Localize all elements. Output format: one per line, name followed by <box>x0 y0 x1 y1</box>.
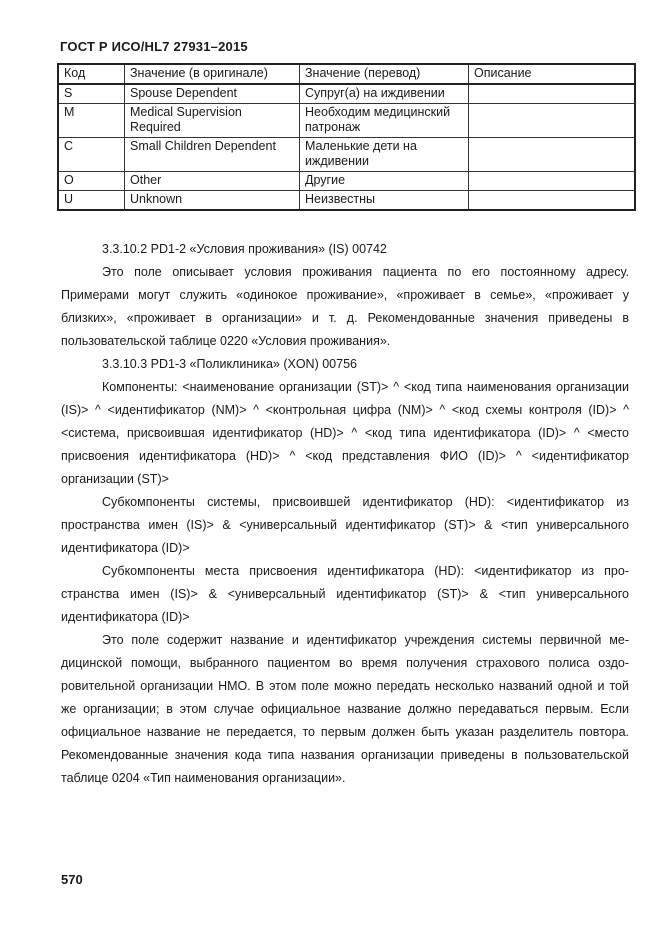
table-row <box>58 84 635 104</box>
table-header-row <box>58 64 635 84</box>
cell-original: Other <box>125 172 300 191</box>
paragraph-living-conditions: Это поле описывает условия проживания пациента по его постоянному адресу. Примерами могут служить «одинокое проживание», «проживает в семье», «проживает у близких», «проживает в организации» и т. д. Рекомендованные значения приведены в пользовательской таблице 0220 «Условия проживания». <box>61 265 629 348</box>
cell-code: O <box>58 172 125 191</box>
cell-translation: Другие <box>300 172 469 191</box>
cell-translation: Маленькие дети на иждивении <box>300 138 469 172</box>
table-row <box>58 172 635 191</box>
section-heading-pd1-2: 3.3.10.2 PD1-2 «Условия проживания» (IS) 00742 <box>102 242 387 256</box>
cell-description <box>469 191 636 211</box>
cell-code: S <box>58 84 125 104</box>
cell-original: Spouse Dependent <box>125 84 300 104</box>
cell-original: Small Children Dependent <box>125 138 300 172</box>
table-row <box>58 104 635 138</box>
cell-translation: Неизвестны <box>300 191 469 211</box>
page-number: 570 <box>61 872 83 887</box>
paragraph-subcomponents-place: Субкомпоненты места присвоения идентификатора (HD): <идентификатор из пространства имен (IS)> & <универсальный идентификатор (ST)> & <тип универсального идентификатора (ID)> <box>61 564 629 624</box>
paragraph-components: Компоненты: <наименование организации (ST)> ^ <код типа наименования организации (IS)> ^ <идентификатор (NM)> ^ <контрольная цифра (NM)> ^ <код схемы контроля (ID)> ^ <система, присвоившая идентификатор (HD)> ^ <код типа идентификатора (ID)> ^ <место присвоения идентификатора (HD)> ^ <код представления ФИО (ID)> ^ <идентификатор организации (ST)> <box>61 380 629 486</box>
cell-description <box>469 138 636 172</box>
section-heading-pd1-3: 3.3.10.3 PD1-3 «Поликлиника» (XON) 00756 <box>102 357 357 371</box>
cell-code: C <box>58 138 125 172</box>
column-header-translation: Значение (перевод) <box>300 64 469 84</box>
paragraph-field-description: Это поле содержит название и идентификатор учреждения системы первичной медицинской помощи, выбранного пациентом во время получения страхового полиса оздоровительной организации HMO. В этом поле можно передать несколько названий одной и той же организации; в этом случае официальное название должно передаваться первым. Если официальное название не передается, то первым должен быть указан разделитель повтора. Рекомендованные значения кода типа названия организации приведены в пользовательской таблице 0204 «Тип наименования организации». <box>61 633 629 785</box>
body-text <box>61 238 629 790</box>
column-header-original: Значение (в оригинале) <box>125 64 300 84</box>
cell-description <box>469 104 636 138</box>
cell-translation: Супруг(а) на иждивении <box>300 84 469 104</box>
table-row <box>58 138 635 172</box>
cell-original: Unknown <box>125 191 300 211</box>
cell-original: Medical Supervision Required <box>125 104 300 138</box>
paragraph-subcomponents-system: Субкомпоненты системы, присвоившей идентификатор (HD): <идентификатор из пространства имен (IS)> & <универсальный идентификатор (ST)> & <тип универсального идентификатора (ID)> <box>61 495 629 555</box>
column-header-code: Код <box>58 64 125 84</box>
cell-code: U <box>58 191 125 211</box>
document-header: ГОСТ Р ИСО/HL7 27931–2015 <box>60 39 248 54</box>
table-row <box>58 191 635 211</box>
cell-description <box>469 84 636 104</box>
code-table <box>57 63 636 211</box>
cell-code: M <box>58 104 125 138</box>
column-header-description: Описание <box>469 64 636 84</box>
cell-description <box>469 172 636 191</box>
cell-translation: Необходим медицинский патронаж <box>300 104 469 138</box>
